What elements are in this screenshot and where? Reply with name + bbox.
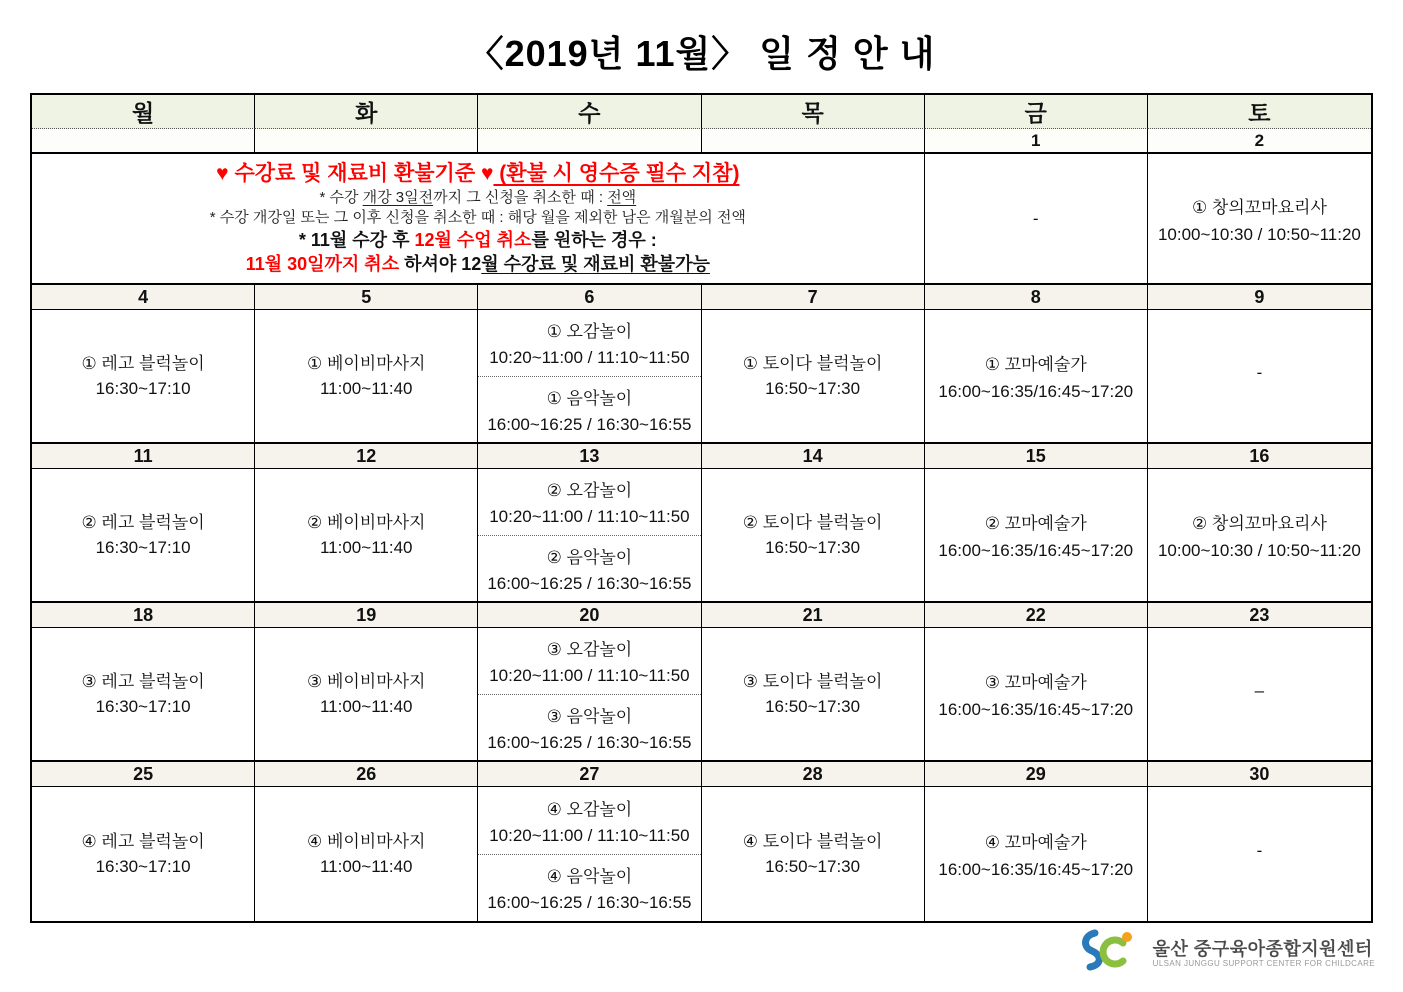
date-cell [255, 129, 478, 154]
page-title: 〈2019년 11월〉 일 정 안 내 [467, 33, 936, 74]
event-time: 16:00~16:25 / 16:30~16:55 [487, 893, 692, 913]
event-cell-wed [478, 469, 701, 603]
date-cell [478, 129, 701, 154]
event-cell-mon: ④ 레고 블럭놀이 16:30~17:10 [32, 787, 255, 921]
refund-rule-4: 11월 30일까지 취소 하셔야 12월 수강료 및 재료비 환불가능 [245, 254, 710, 275]
event-cell-wed [478, 628, 701, 762]
event-title: ① 음악놀이 [546, 388, 633, 408]
event-cell-tue: ④ 베이비마사지 11:00~11:40 [255, 787, 478, 921]
event-title: ① 꼬마예술가 [984, 355, 1087, 374]
date-cell-20: 20 [478, 603, 701, 628]
wed-morning-session [478, 787, 700, 855]
refund-rule-3: * 11월 수강 후 12월 수업 취소를 원하는 경우 : [298, 230, 657, 251]
date-cell-30: 30 [1148, 762, 1371, 787]
date-cell-7: 7 [702, 285, 925, 310]
event-cell-thu: ① 토이다 블럭놀이 16:50~17:30 [702, 310, 925, 444]
refund-rule-1: * 수강 개강 3일전까지 그 신청을 취소한 때 : 전액 [319, 189, 637, 206]
organization-logo [1079, 926, 1375, 981]
event-cell-thu: ④ 토이다 블럭놀이 16:50~17:30 [702, 787, 925, 921]
wed-afternoon-session [478, 377, 700, 443]
event-cell-sat [1148, 469, 1371, 603]
event-cell-sat-2 [1148, 154, 1371, 285]
event-cell-wed [478, 787, 701, 921]
wed-morning-session [478, 628, 700, 695]
date-cell-6: 6 [478, 285, 701, 310]
event-cell-fri-1: - [925, 154, 1148, 285]
event-cell-mon: ② 레고 블럭놀이 16:30~17:10 [32, 469, 255, 603]
logo-org-subtitle: ULSAN JUNGGU SUPPORT CENTER FOR CHILDCARE [1152, 959, 1375, 969]
event-cell-tue: ① 베이비마사지 11:00~11:40 [255, 310, 478, 444]
event-title: ④ 오감놀이 [546, 799, 633, 819]
event-title: ① 창의꼬마요리사 [1191, 197, 1327, 217]
logo-mark-icon [1079, 926, 1143, 981]
event-time: 16:00~16:25 / 16:30~16:55 [487, 732, 692, 752]
date-cell-2: 2 [1148, 129, 1371, 154]
date-cell-12: 12 [255, 444, 478, 469]
date-cell-23: 23 [1148, 603, 1371, 628]
event-cell-wed [478, 310, 701, 444]
event-title: ④ 꼬마예술가 [984, 833, 1087, 852]
event-title: ② 오감놀이 [546, 481, 633, 501]
day-header-mon: 월 [32, 95, 255, 129]
day-header-wed: 수 [478, 95, 701, 129]
event-title: ② 음악놀이 [546, 547, 633, 567]
wed-morning-session [478, 469, 700, 536]
event-cell-thu: ③ 토이다 블럭놀이 16:50~17:30 [702, 628, 925, 762]
event-title: - [1256, 840, 1263, 860]
event-time: 16:00~16:25 / 16:30~16:55 [487, 414, 692, 434]
date-cell-5: 5 [255, 285, 478, 310]
date-cell-18: 18 [32, 603, 255, 628]
wed-afternoon-session [478, 695, 700, 761]
event-time: 16:00~16:35/16:45~17:20 [938, 860, 1134, 879]
day-header-fri: 금 [925, 95, 1148, 129]
date-cell-16: 16 [1148, 444, 1371, 469]
day-header-thu: 목 [702, 95, 925, 129]
event-time: 10:00~10:30 / 10:50~11:20 [1157, 224, 1361, 244]
date-cell-9: 9 [1148, 285, 1371, 310]
date-cell-14: 14 [702, 444, 925, 469]
event-title: ③ 음악놀이 [546, 706, 633, 726]
date-cell-1: 1 [925, 129, 1148, 154]
date-cell-4: 4 [32, 285, 255, 310]
date-cell-25: 25 [32, 762, 255, 787]
wed-afternoon-session [478, 855, 700, 922]
event-time: 16:00~16:25 / 16:30~16:55 [487, 573, 692, 593]
event-title: - [1256, 362, 1263, 382]
date-cell-28: 28 [702, 762, 925, 787]
event-cell-fri [925, 469, 1148, 603]
date-cell-21: 21 [702, 603, 925, 628]
event-title: ② 창의꼬마요리사 [1191, 514, 1327, 533]
event-cell-fri [925, 787, 1148, 921]
day-header-sat: 토 [1148, 95, 1371, 129]
event-cell-sat [1148, 310, 1371, 444]
event-cell-sat [1148, 628, 1371, 762]
date-cell-26: 26 [255, 762, 478, 787]
event-time: 10:20~11:00 / 11:10~11:50 [489, 507, 690, 527]
date-cell-13: 13 [478, 444, 701, 469]
date-cell [702, 129, 925, 154]
day-header-tue: 화 [255, 95, 478, 129]
date-cell-22: 22 [925, 603, 1148, 628]
event-time: 10:00~10:30 / 10:50~11:20 [1157, 541, 1361, 560]
event-title: ③ 오감놀이 [546, 640, 633, 660]
event-title: ④ 음악놀이 [546, 867, 633, 887]
event-cell-mon: ① 레고 블럭놀이 16:30~17:10 [32, 310, 255, 444]
event-time: 10:20~11:00 / 11:10~11:50 [489, 348, 690, 368]
event-cell-mon: ③ 레고 블럭놀이 16:30~17:10 [32, 628, 255, 762]
event-cell-fri [925, 628, 1148, 762]
event-time: 10:20~11:00 / 11:10~11:50 [489, 825, 690, 845]
date-cell-15: 15 [925, 444, 1148, 469]
date-cell-19: 19 [255, 603, 478, 628]
date-cell-8: 8 [925, 285, 1148, 310]
wed-afternoon-session [478, 536, 700, 602]
refund-notice-heading [216, 161, 739, 187]
event-title: ③ 꼬마예술가 [984, 673, 1087, 692]
date-cell-11: 11 [32, 444, 255, 469]
refund-notice [32, 154, 925, 285]
refund-heading-text: ♥ 수강료 및 재료비 환불기준 ♥ [216, 162, 494, 186]
calendar-table [30, 93, 1373, 923]
event-time: 16:00~16:35/16:45~17:20 [938, 382, 1134, 401]
event-cell-tue: ② 베이비마사지 11:00~11:40 [255, 469, 478, 603]
event-time: 16:00~16:35/16:45~17:20 [938, 700, 1134, 719]
event-cell-thu: ② 토이다 블럭놀이 16:50~17:30 [702, 469, 925, 603]
event-cell-tue: ③ 베이비마사지 11:00~11:40 [255, 628, 478, 762]
wed-morning-session [478, 310, 700, 377]
date-cell-29: 29 [925, 762, 1148, 787]
event-title: ② 꼬마예술가 [984, 514, 1087, 533]
event-title: – [1254, 680, 1265, 700]
refund-rule-2: * 수강 개강일 또는 그 이후 신청을 취소한 때 : 해당 월을 제외한 남은 개월분의 전액 [209, 209, 746, 227]
refund-heading-underlined: (환불 시 영수증 필수 지참) [493, 162, 740, 186]
logo-org-name: 울산 중구육아종합지원센터 [1152, 938, 1373, 959]
date-cell [32, 129, 255, 154]
date-cell-27: 27 [478, 762, 701, 787]
event-cell-fri [925, 310, 1148, 444]
event-cell-sat [1148, 787, 1371, 921]
event-time: 16:00~16:35/16:45~17:20 [938, 541, 1134, 560]
event-title: ① 오감놀이 [546, 322, 633, 342]
event-time: 10:20~11:00 / 11:10~11:50 [489, 666, 690, 686]
